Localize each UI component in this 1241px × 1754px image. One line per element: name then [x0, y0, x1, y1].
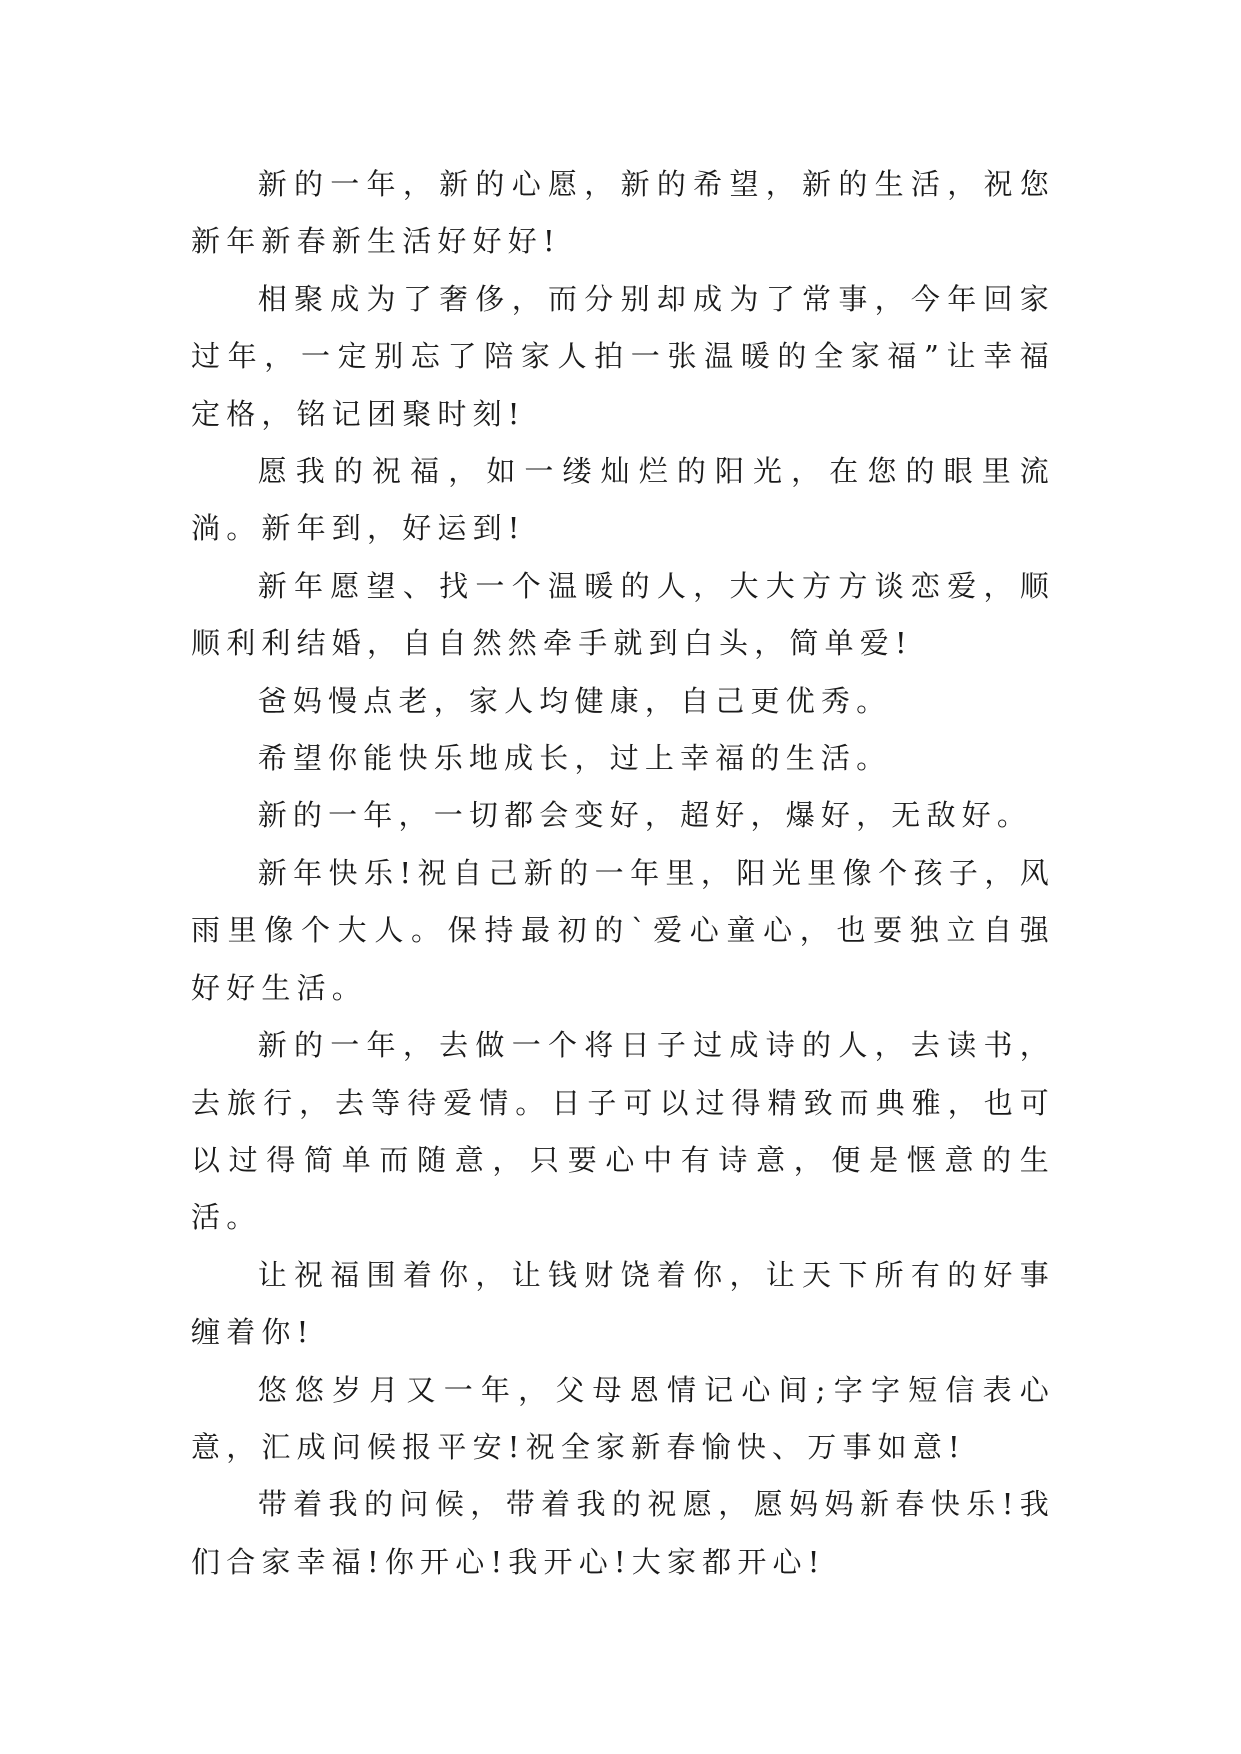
paragraph-1: 新的一年，新的心愿，新的希望，新的生活，祝您新年新春新生活好好好!: [191, 167, 1055, 259]
paragraph-10: 让祝福围着你，让钱财饶着你，让天下所有的好事缠着你!: [191, 1257, 1055, 1350]
paragraph-5: 爸妈慢点老，家人均健康，自己更优秀。: [257, 683, 892, 718]
document-body: [191, 156, 1055, 1591]
paragraph-12: 带着我的问候，带着我的祝愿，愿妈妈新春快乐!我们合家幸福!你开心!我开心!大家都开心!: [191, 1487, 1055, 1579]
paragraph-4: 新年愿望、找一个温暖的人，大大方方谈恋爱，顺顺利利结婚，自自然然牵手就到白头，简单爱!: [191, 568, 1055, 661]
paragraph-8: 新年快乐!祝自己新的一年里，阳光里像个孩子，风雨里像个大人。保持最初的`爱心童心，也要独立自强好好生活。: [191, 855, 1055, 1005]
paragraph-2: 相聚成为了奢侈，而分别却成为了常事，今年回家过年，一定别忘了陪家人拍一张温暖的全家福”让幸福定格，铭记团聚时刻!: [191, 281, 1055, 431]
paragraph-3: 愿我的祝福，如一缕灿烂的阳光，在您的眼里流淌。新年到，好运到!: [191, 454, 1055, 546]
paragraph-6: 希望你能快乐地成长，过上幸福的生活。: [257, 741, 892, 776]
paragraph-11: 悠悠岁月又一年，父母恩情记心间;字字短信表心意，汇成问候报平安!祝全家新春愉快、万事如意!: [191, 1372, 1055, 1464]
paragraph-7: 新的一年，一切都会变好，超好，爆好，无敌好。: [257, 798, 1033, 833]
paragraph-9: 新的一年，去做一个将日子过成诗的人，去读书，去旅行，去等待爱情。日子可以过得精致而典雅，也可以过得简单而随意，只要心中有诗意，便是惬意的生活。: [191, 1028, 1055, 1235]
